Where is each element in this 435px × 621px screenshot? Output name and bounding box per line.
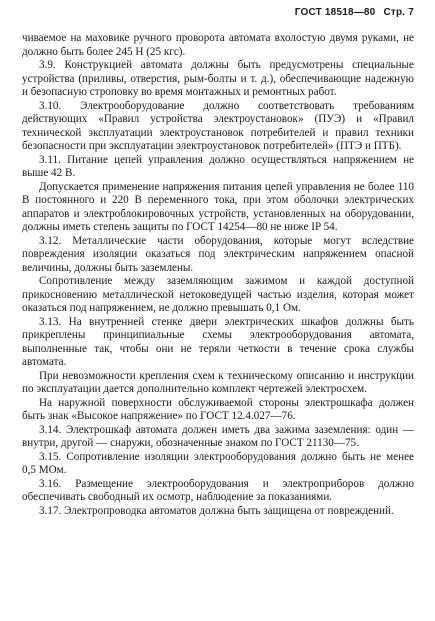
standard-number: ГОСТ 18518—80	[294, 7, 376, 18]
paragraph-3-17: 3.17. Электропроводка автоматов должна быть защищена от повреждений.	[39, 504, 394, 517]
paragraph-3-15: 3.15. Сопротивление изоляции электрооборудования должно быть не менее 0,5 МОм.	[22, 450, 414, 476]
paragraph-3-11: 3.11. Питание цепей управления должно осуществляться напряжением не выше 42 В.	[22, 153, 414, 179]
paragraph-3-13-drawings: При невозможности крепления схем к техническому описанию и инструкции по эксплуатации дается дополнительно комплект чертежей электросхем.	[22, 369, 414, 395]
paragraph-3-12: 3.12. Металлические части оборудования, которые могут вследствие повреждения изоляции оказаться под электрическим напряжением опасной величины, должны быть заземлены.	[22, 234, 414, 274]
page-header	[22, 6, 414, 20]
document-body	[22, 32, 414, 518]
paragraph-3-11-supplement: Допускается применение напряжения питания цепей управления не более 110 В постоянного и 220 В переменного тока, при этом оболочки электрических аппаратов и электроблокировочных устройств, установленных на оборудовании, должны иметь степень защиты по ГОСТ 14254—80 не ниже IP 54.	[22, 180, 414, 233]
paragraph-3-13-sign: На наружной поверхности обслуживаемой стороны электрошкафа должен быть знак «Высокое напряжение» по ГОСТ 12.4.027—76.	[22, 396, 414, 422]
paragraph-3-16: 3.16. Размещение электрооборудования и электроприборов должно обеспечивать свободный их осмотр, наблюдение за показаниями.	[22, 477, 414, 503]
paragraph-continuation: чиваемое на маховике ручного проворота автомата вхолостую двумя руками, не должно быть более 245 Н (25 кгс).	[22, 32, 414, 58]
paragraph-3-13: 3.13. На внутренней стенке двери электрических шкафов должны быть прикреплены принципиальные схемы электрооборудования автомата, выполненные так, чтобы они не теряли четкости в течение срока службы автомата.	[22, 315, 414, 368]
paragraph-3-14: 3.14. Электрошкаф автомата должен иметь два зажима заземления: один — внутри, другой — снаружи, обозначенные знаком по ГОСТ 21130—75.	[22, 423, 414, 449]
page-number: Стр. 7	[383, 7, 414, 18]
paragraph-3-10: 3.10. Электрооборудование должно соответствовать требованиям действующих «Правил устройства электроустановок» (ПУЭ) и «Правил технической эксплуатации электроустановок потребителей и правил техники безопасности при эксплуатации электроустановок потребителей» (ПТЭ и ПТБ).	[22, 99, 414, 152]
paragraph-3-12-resistance: Сопротивление между заземляющим зажимом и каждой доступной прикосновению металлической нетоковедущей частью изделия, которая может оказаться под напряжением, не должно превышать 0,1 Ом.	[22, 275, 414, 314]
paragraph-3-9: 3.9. Конструкцией автомата должны быть предусмотрены специальные устройства (приливы, отверстия, рым-болты и т. д.), обеспечивающие надежную и безопасную строповку во время монтажных и ремонтных работ.	[22, 59, 414, 98]
